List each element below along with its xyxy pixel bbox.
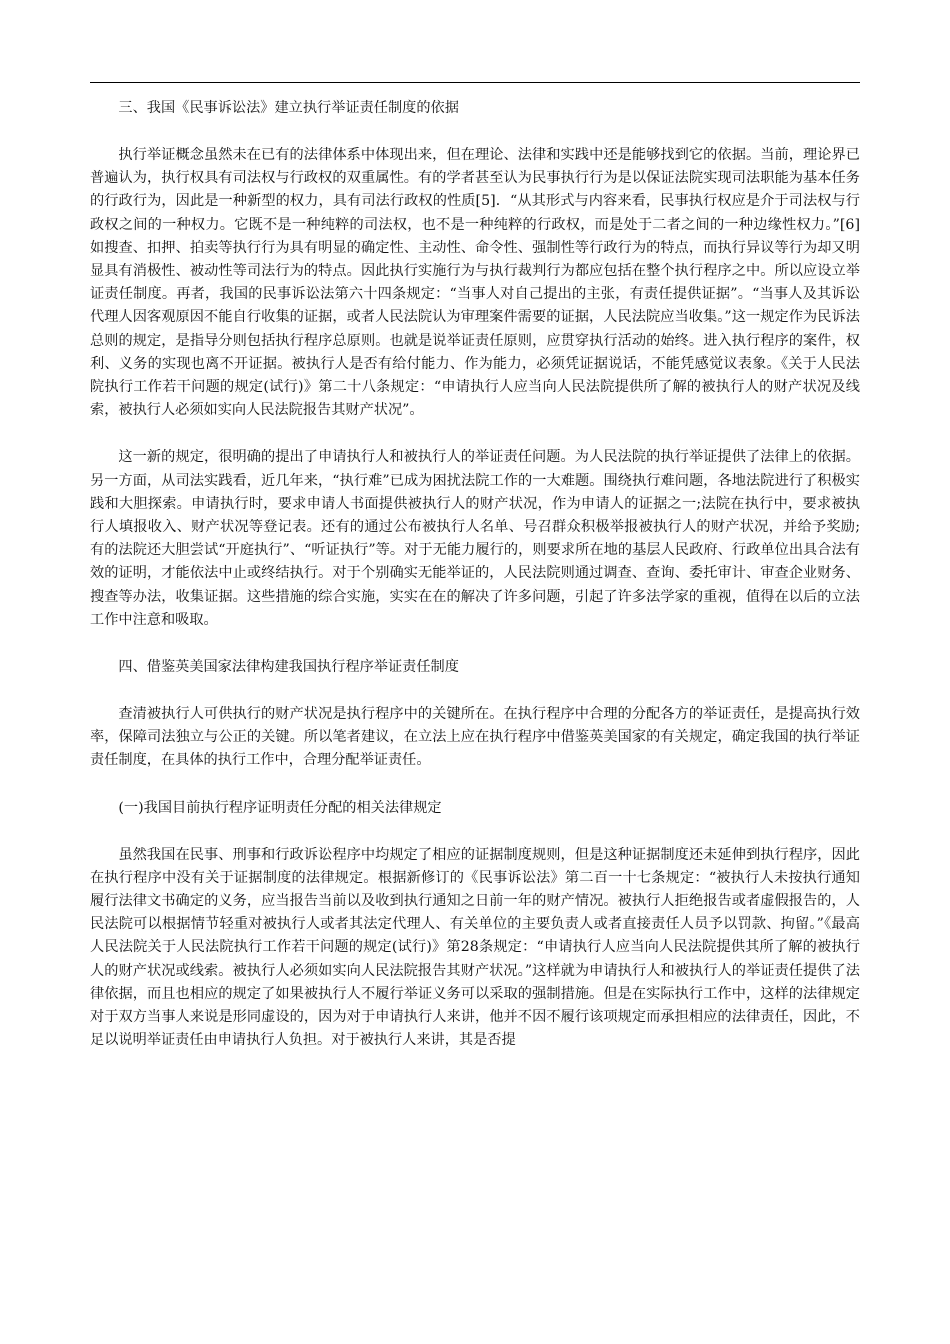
section-3-paragraph-1: 执行举证概念虽然未在已有的法律体系中体现出来，但在理论、法律和实践中还是能够找到它的依据。当前，理论界已普遍认为，执行权具有司法权与行政权的双重属性。有的学者甚至认为民事执行行为是以保证法院实现司法职能为基本任务的行政行为，因此是一种新型的权力，具有司法行政权的性质[5]．“从其形式与内容来看，民事执行权应是介于司法权与行政权之间的一种权力。它既不是一种纯粹的司法权，也不是一种纯粹的行政权，而是处于二者之间的一种边缘性权力。”[6] 如搜查、扣押、拍卖等执行行为具有明显的确定性、主动性、命令性、强制性等行政行为的特点，而执行异议等行为却又明显具有消极性、被动性等司法行为的特点。因此执行实施行为与执行裁判行为都应包括在整个执行程序之中。所以应设立举证责任制度。再者，我国的民事诉讼法第六十四条规定：“当事人对自己提出的主张，有责任提供证据”。“当事人及其诉讼代理人因客观原因不能自行收集的证据，或者人民法院认为审理案件需要的证据，人民法院应当收集。”这一规定作为民诉法总则的规定，是指导分则包括执行程序总原则。也就是说举证责任原则，应贯穿执行活动的始终。进入执行程序的案件，权利、义务的实现也离不开证据。被执行人是否有给付能力、作为能力，必须凭证据说话，不能凭感觉议表象。《关于人民法院执行工作若干问题的规定(试行)》第二十八条规定：“申请执行人应当向人民法院提供所了解的被执行人的财产状况及线索，被执行人必须如实向人民法院报告其财产状况”。 bbox=[90, 147, 860, 419]
subsection-1-heading: (一)我国目前执行程序证明责任分配的相关法律规定 bbox=[118, 799, 442, 816]
subsection-1-paragraph: 虽然我国在民事、刑事和行政诉讼程序中均规定了相应的证据制度规则，但是这种证据制度还未延伸到执行程序，因此在执行程序中没有关于证据制度的法律规定。根据新修订的《民事诉讼法》第二百一十七条规定：“被执行人未按执行通知履行法律文书确定的义务，应当报告当前以及收到执行通知之日前一年的财产情况。被执行人拒绝报告或者虚假报告的，人民法院可以根据情节轻重对被执行人或者其法定代理人、有关单位的主要负责人或者直接责任人员予以罚款、拘留。”《最高人民法院关于人民法院执行工作若干问题的规定(试行)》第28条规定：“申请执行人应当向人民法院提供其所了解的被执行人的财产状况或线索。被执行人必须如实向人民法院报告其财产状况。”这样就为申请执行人和被执行人的举证责任提供了法律依据，而且也相应的规定了如果被执行人不履行举证义务可以采取的强制措施。但是在实际执行工作中，这样的法律规定对于双方当事人来说是形同虚设的，因为对于申请执行人来讲，他并不因不履行该项规定而承担相应的法律责任，因此，不足以说明举证责任由申请执行人负担。对于被执行人来讲，其是否提 bbox=[90, 846, 860, 1049]
section-3-heading: 三、我国《民事诉讼法》建立执行举证责任制度的依据 bbox=[118, 100, 459, 116]
section-4-heading: 四、借鉴英美国家法律构建我国执行程序举证责任制度 bbox=[118, 659, 459, 676]
document-page bbox=[90, 82, 860, 1053]
section-4-intro-paragraph: 查清被执行人可供执行的财产状况是执行程序中的关键所在。在执行程序中合理的分配各方的举证责任，是提高执行效率，保障司法独立与公正的关键。所以笔者建议，在立法上应在执行程序中借鉴英美国家的有关规定，确定我国的执行举证责任制度，在具体的执行工作中，合理分配举证责任。 bbox=[90, 706, 860, 769]
section-3-paragraph-2: 这一新的规定，很明确的提出了申请执行人和被执行人的举证责任问题。为人民法院的执行举证提供了法律上的依据。另一方面，从司法实践看，近几年来，“执行难”已成为困扰法院工作的一大难题。围绕执行难问题，各地法院进行了积极实践和大胆探索。申请执行时，要求申请人书面提供被执行人的财产状况，作为申请人的证据之一;法院在执行中，要求被执行人填报收入、财产状况等登记表。还有的通过公布被执行人名单、号召群众积极举报被执行人的财产状况，并给予奖励;有的法院还大胆尝试“开庭执行”、“听证执行”等。对于无能力履行的，则要求所在地的基层人民政府、行政单位出具合法有效的证明，才能依法中止或终结执行。对于个别确实无能举证的，人民法院则通过调查、查询、委托审计、审查企业财务、搜查等办法，收集证据。这些措施的综合实施，实实在在的解决了许多问题，引起了许多法学家的重视，值得在以后的立法工作中注意和吸取。 bbox=[90, 449, 860, 628]
document-body bbox=[90, 83, 860, 1053]
